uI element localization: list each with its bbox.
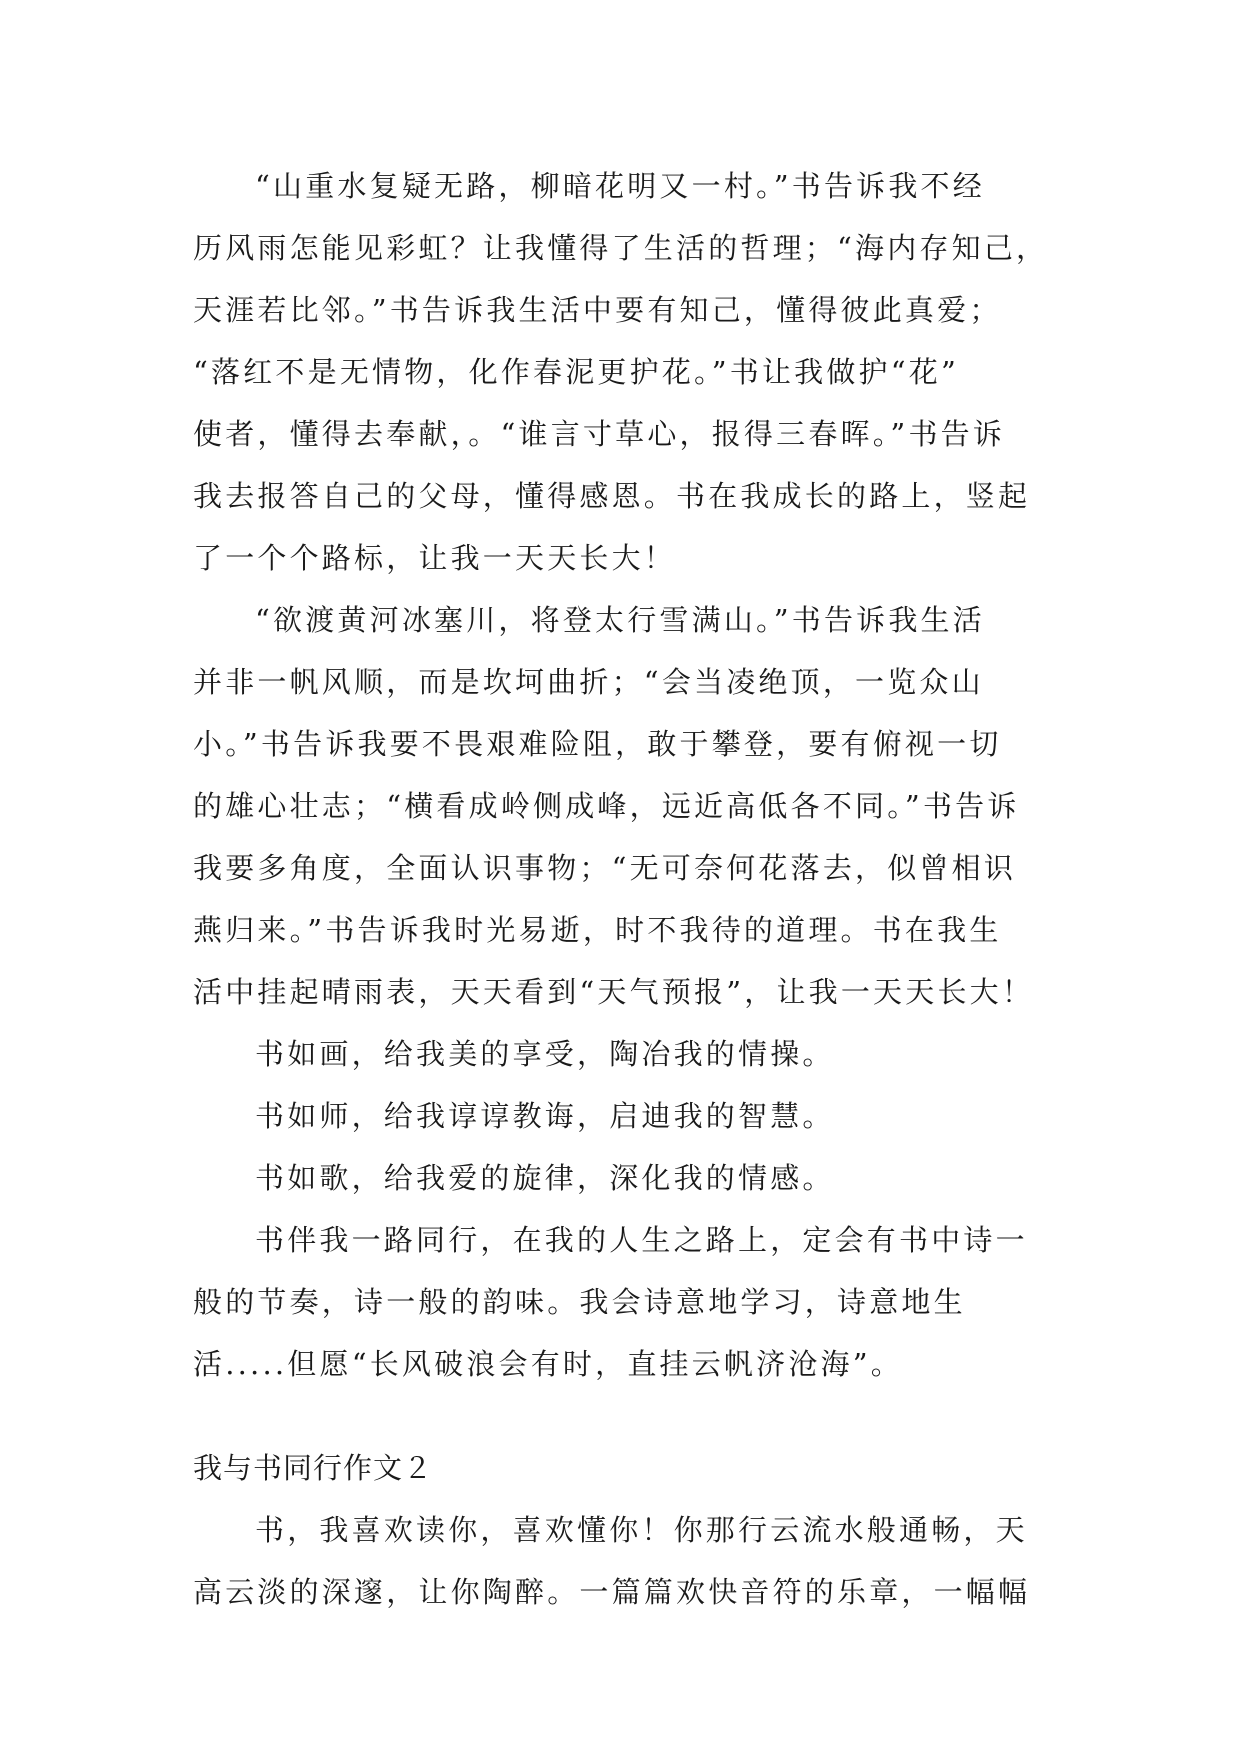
text-line: 我要多角度，全面认识事物；“无可奈何花落去，似曾相识	[193, 851, 1017, 885]
text-line: 燕归来。”书告诉我时光易逝，时不我待的道理。书在我生	[193, 913, 1002, 947]
text-line: 高云淡的深邃，让你陶醉。一篇篇欢快音符的乐章，一幅幅	[193, 1575, 1031, 1609]
text-line: “山重水复疑无路，柳暗花明又一村。”书告诉我不经	[255, 169, 985, 203]
text-line: 活.....但愿“长风破浪会有时，直挂云帆济沧海”。	[193, 1347, 903, 1381]
paragraph-1	[193, 155, 1061, 589]
paragraph-2	[193, 589, 1061, 1023]
text-line: “欲渡黄河冰塞川，将登太行雪满山。”书告诉我生活	[255, 603, 985, 637]
text-line: 了一个个路标，让我一天天长大！	[193, 541, 677, 575]
section-title: 我与书同行作文２	[193, 1451, 434, 1485]
text-line: 书伴我一路同行，在我的人生之路上，定会有书中诗一	[255, 1223, 1028, 1257]
text-line: 并非一帆风顺，而是坎坷曲折；“会当凌绝顶，一览众山	[193, 665, 984, 699]
text-line: 使者，懂得去奉献，。“谁言寸草心，报得三春晖。”书告诉	[193, 417, 1006, 451]
paragraph-4	[193, 1499, 1061, 1623]
text-line: 小。”书告诉我要不畏艰难险阻，敢于攀登，要有俯视一切	[193, 727, 1002, 761]
text-line: 历风雨怎能见彩虹？让我懂得了生活的哲理；“海内存知己，	[193, 231, 1049, 265]
text-line: 书，我喜欢读你，喜欢懂你！你那行云流水般通畅，天	[255, 1513, 1028, 1547]
section-spacer	[193, 1395, 1061, 1437]
paragraph-book-as-painting: 书如画，给我美的享受，陶冶我的情操。	[255, 1037, 835, 1071]
text-line: “落红不是无情物，化作春泥更护花。”书让我做护“花”	[193, 355, 960, 389]
paragraph-book-as-song: 书如歌，给我爱的旋律，深化我的情感。	[255, 1161, 835, 1195]
text-line: 我去报答自己的父母，懂得感恩。书在我成长的路上，竖起	[193, 479, 1031, 513]
paragraph-book-as-teacher: 书如师，给我谆谆教诲，启迪我的智慧。	[255, 1099, 835, 1133]
document-page	[193, 155, 1061, 1623]
text-line: 天涯若比邻。”书告诉我生活中要有知己，懂得彼此真爱；	[193, 293, 1002, 327]
paragraph-3	[193, 1209, 1061, 1395]
text-line: 的雄心壮志；“横看成岭侧成峰，远近高低各不同。”书告诉	[193, 789, 1020, 823]
text-line: 活中挂起晴雨表，天天看到“天气预报”，让我一天天长大！	[193, 975, 1035, 1009]
text-line: 般的节奏，诗一般的韵味。我会诗意地学习，诗意地生	[193, 1285, 966, 1319]
